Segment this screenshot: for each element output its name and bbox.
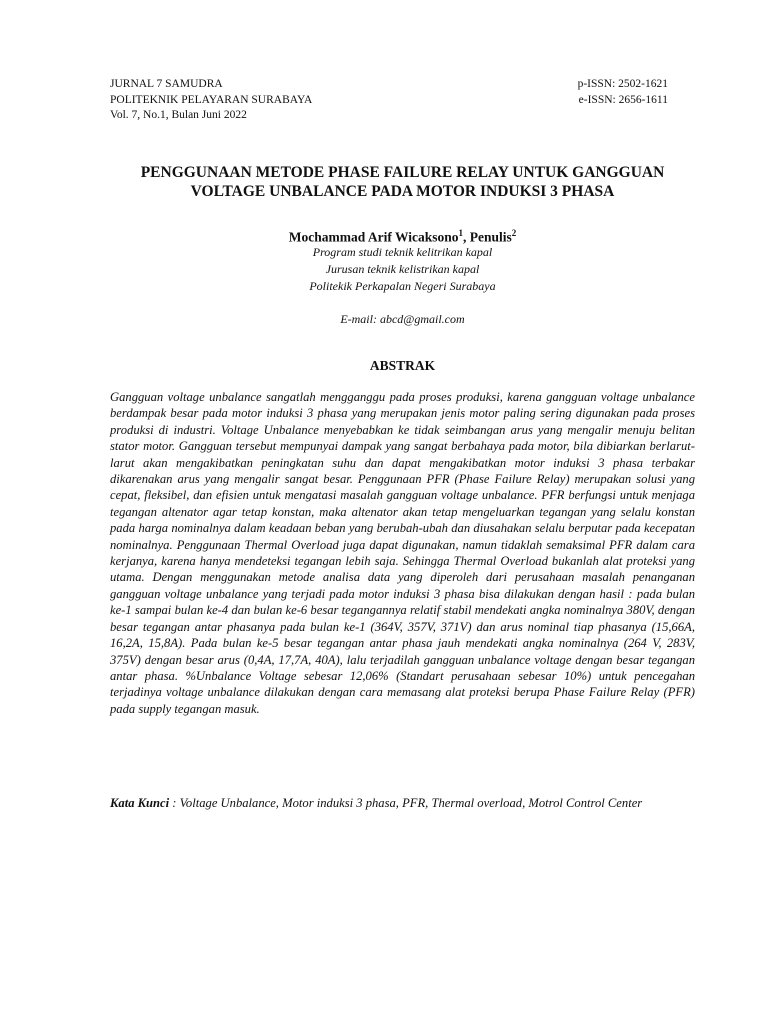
keywords-text: : Voltage Unbalance, Motor induksi 3 phasa, PFR, Thermal overload, Motrol Control Center <box>169 796 643 810</box>
keywords <box>110 795 695 811</box>
p-issn: p-ISSN: 2502-1621 <box>577 78 668 90</box>
e-issn: e-ISSN: 2656-1611 <box>578 93 668 106</box>
keywords-label: Kata Kunci <box>110 796 170 810</box>
author-separator: , <box>463 229 470 245</box>
author-email: E-mail: abcd@gmail.com <box>340 312 465 326</box>
author-1-affil-mark: 1 <box>458 228 463 238</box>
journal-institution: POLITEKNIK PELAYARAN SURABAYA <box>110 93 313 106</box>
abstract-body: Gangguan voltage unbalance sangatlah mengganggu pada proses produksi, karena gangguan voltage unbalance berdampak besar pada motor induksi 3 phasa yang merupakan jenis motor paling sering digunakan pada proses produksi di industri. Voltage Unbalance menyebabkan ke tidak seimbangan arus yang mengalir menuju belitan stator motor. Gangguan tersebut mempunyai dampak yang sangat berbahaya pada motor, bila dibiarkan berlarut-larut akan mengakibatkan peningkatan suhu dan dapat mengakibatkan motor induksi 3 phasa terbakar dikarenakan arus yang mengalir sangat besar. Penggunaan PFR (Phase Failure Relay) merupakan solusi yang cepat, fleksibel, dan efisien untuk mengatasi masalah gangguan voltage unbalance. PFR berfungsi untuk menjaga tegangan altenator agar tetap konstan, maka altenator akan tetap mengeluarkan tegangan yang selalu konstan pada harga nominalnya dalam keadaan beban yang berubah-ubah dan diusahakan selalu berputar pada kecepatan nominalnya. Penggunaan Thermal Overload juga dapat digunakan, namun tidaklah semaksimal PFR dalam cara kerjanya, karena hanya mendeteksi tegangan lebih saja. Sehingga Thermal Overload bukanlah alat proteksi yang utama. Dengan menggunakan metode analisa data yang diperoleh dari perusahaan masalah penanganan gangguan voltage unbalance yang terjadi pada motor induksi 3 phasa bisa dilakukan dengan hasil : pada bulan ke-1 sampai bulan ke-4 dan bulan ke-6 besar tegangannya relatif stabil mendekati angka nominalnya 380V, dengan besar tegangan antar phasanya pada bulan ke-1 (364V, 357V, 371V) dan arus nominal tiap phasanya (15,66A, 16,2A, 15,8A). Pada bulan ke-5 besar tegangan antar phasa jauh mendekati angka nominalnya (264 V, 283V, 375V) dengan besar arus (0,4A, 17,7A, 40A), lalu terjadilah gangguan unbalance voltage dengan besar tegangan antar phasa. %Unbalance Voltage sebesar 12,06% (Standart perusahaan sebesar 10%) untuk pencegahan terjadinya voltage unbalance dilakukan dengan cara memasang alat proteksi berupa Phase Failure Relay (PFR) pada supply tegangan masuk. <box>110 390 695 716</box>
affiliations <box>110 244 695 295</box>
journal-name: JURNAL 7 SAMUDRA <box>110 78 223 90</box>
author-2: Penulis <box>469 229 512 245</box>
journal-header <box>110 77 312 124</box>
issn-block <box>578 77 668 108</box>
affiliation-program: Program studi teknik kelitrikan kapal <box>312 245 493 259</box>
paper-title: PENGGUNAAN METODE PHASE FAILURE RELAY UNTUK GANGGUAN VOLTAGE UNBALANCE PADA MOTOR INDUKSI 3 PHASA <box>140 164 665 200</box>
affiliation-institution: Politekik Perkapalan Negeri Surabaya <box>309 279 496 293</box>
author-2-affil-mark: 2 <box>511 228 517 238</box>
author-1: Mochammad Arif Wicaksono <box>288 229 459 245</box>
abstract-heading: ABSTRAK <box>369 358 436 373</box>
journal-volume: Vol. 7, No.1, Bulan Juni 2022 <box>110 109 247 121</box>
affiliation-department: Jurusan teknik kelistrikan kapal <box>325 262 480 276</box>
